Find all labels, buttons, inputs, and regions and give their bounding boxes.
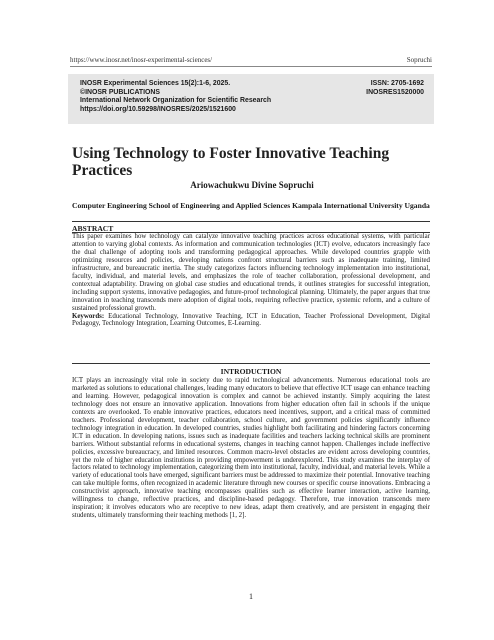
abstract-bottom-rule	[72, 363, 430, 364]
author-affiliation: Computer Engineering School of Engineering and Applied Sciences Kampala International University Uganda	[72, 201, 430, 210]
issn: ISSN: 2705-1692	[370, 80, 424, 87]
banner-left	[80, 80, 271, 114]
journal-url[interactable]: https://www.inosr.net/inosr-experimental-sciences/	[70, 56, 213, 64]
article-author: Ariowachukwu Divine Sopruchi	[190, 180, 314, 190]
banner-right	[366, 80, 424, 97]
introduction-heading: INTRODUCTION	[220, 367, 282, 376]
introduction-body: ICT plays an increasingly vital role in society due to rapid technological advancements. Numerous educational tools are marketed as solutions to educational challenges, leading many educators to believe that effective ICT usage can enhance teaching and learning. However, pedagogical innovation is complex and cannot be achieved instantly. Simply acquiring the latest technology does not ensure an innovative application. Innovations from higher education often fail in schools if the unique contexts are overlooked. To enable innovative practices, educators need incentives, support, and a critical mass of committed teachers. Professional development, teacher collaboration, school culture, and government policies significantly influence technology integration in education. In developed countries, studies highlight both facilitating and hindering factors concerning ICT in education. In developing nations, issues such as inadequate facilities and teachers lacking technical skills are prominent barriers. Without substantial reforms in educational systems, changes in teaching cannot happen. Challenges include ineffective policies, excessive bureaucracy, and limited resources. Common macro-level obstacles are evident across developing countries, yet the role of higher education institutions in providing empowerment is underexplored. This study examines the interplay of factors related to technology implementation, categorizing them into institutional, faculty, individual, and material levels. While a variety of educational tools have emerged, significant barriers must be addressed to maximize their potential. Innovative teaching can take multiple forms, often recognized in academic literature through new courses or specific course innovations. Embracing a constructivist approach, innovative teaching encompasses qualities such as effective learner interaction, active learning, willingness to change, reflective practices, and discipline-based pedagogy. Therefore, true innovation transcends mere inspiration; it involves educators who are receptive to new ideas, adapt them creatively, and are persistent in engaging their students, ultimately transforming their teaching methods [1, 2].	[72, 377, 430, 520]
doi-link[interactable]: https://doi.org/10.59298/INOSRES/2025/1521600	[80, 105, 236, 113]
abstract-top-rule	[72, 221, 430, 222]
journal-banner	[68, 74, 434, 124]
journal-citation: INOSR Experimental Sciences 15(2):1-6, 2025.	[80, 80, 231, 87]
article-title: Using Technology to Foster Innovative Teaching Practices	[72, 145, 390, 179]
keywords-line	[72, 313, 430, 329]
running-header	[70, 56, 432, 64]
abstract-body	[72, 233, 430, 328]
keywords-label: Keywords:	[72, 312, 105, 320]
running-author: Sopruchi	[406, 56, 432, 64]
publisher-name: ©INOSR PUBLICATIONS	[80, 88, 160, 96]
abstract-text: This paper examines how technology can catalyze innovative teaching practices across educational systems, with particular attention to varying global contexts. As information and communication technologies (ICT) evolve, educators increasingly face the dual challenge of adopting tools and transforming pedagogical approaches. While developed countries grapple with optimizing resources and policies, developing nations confront structural barriers such as inadequate training, limited infrastructure, and bureaucratic inertia. The study categorizes factors influencing technology implementation into institutional, faculty, individual, and material levels, and emphasizes the role of teacher collaboration, professional development, and contextual adaptability. Drawing on global case studies and educational trends, it outlines strategies for successful integration, including support systems, innovative pedagogies, and future-proof technological planning. Ultimately, the paper argues that true innovation in teaching transcends mere adoption of digital tools, requiring reflective practice, systemic reform, and a culture of sustained professional growth.	[72, 233, 430, 312]
page-number: 1	[249, 592, 253, 601]
abstract-heading: ABSTRACT	[72, 224, 114, 233]
keywords-text: Educational Technology, Innovative Teaching, ICT in Education, Teacher Professional Development, Digital Pedagogy, Technology Integration, Learning Outcomes, E-Learning.	[72, 312, 430, 328]
organization-name: International Network Organization for Scientific Research	[80, 97, 272, 105]
header-divider	[70, 66, 432, 67]
journal-code: INOSRES1520000	[366, 88, 424, 96]
